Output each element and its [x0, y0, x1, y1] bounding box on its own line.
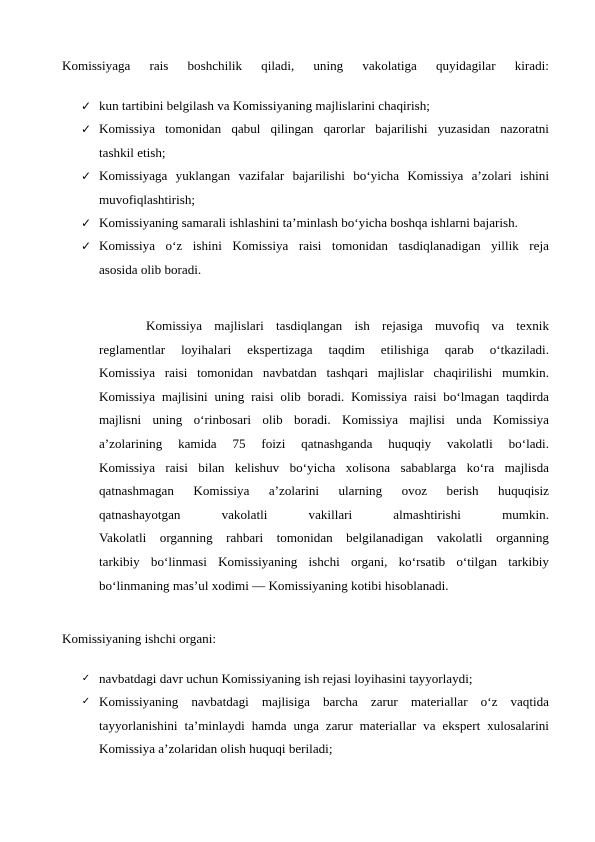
list-item-text: Komissiya tomonidan qabul qilingan qarorlar bajarilishi yuzasidan nazoratni	[99, 121, 549, 136]
checkmark-icon: ✓	[80, 216, 92, 230]
paragraph-line: Komissiya raisi tomonidan navbatdan tashqari majlislar chaqirilishi mumkin.	[99, 365, 549, 380]
paragraph-line: Komissiya majlislari tasdiqlangan ish rejasiga muvofiq va texnik	[146, 318, 549, 333]
paragraph-line: Vakolatli organning rahbari tomonidan belgilanadigan vakolatli organning	[99, 530, 549, 545]
list-item-text: navbatdagi davr uchun Komissiyaning ish rejasi loyihasini tayyorlaydi;	[99, 671, 473, 686]
paragraph-line: majlisni uning o‘rinbosari olib boradi. Komissiya majlisi unda Komissiya	[99, 412, 549, 427]
checkmark-icon: ✓	[80, 122, 92, 136]
paragraph-line: reglamentlar loyihalari ekspertizaga taqdim etilishiga qarab o‘tkaziladi.	[99, 342, 549, 357]
list-item-text: muvofiqlashtirish;	[99, 192, 196, 207]
checkmark-icon: ✓	[80, 239, 92, 253]
checkmark-icon: ✓	[81, 673, 91, 684]
list-item-text: kun tartibini belgilash va Komissiyaning majlislarini chaqirish;	[99, 98, 430, 113]
list-item-text: tayyorlanishini ta’minlaydi hamda unga zarur materiallar va ekspert xulosalarini	[99, 718, 549, 733]
paragraph-line: Komissiya raisi bilan kelishuv bo‘yicha xolisona sabablarga ko‘ra majlisda	[99, 460, 549, 475]
list-item-text: tashkil etish;	[99, 145, 166, 160]
section-heading: Komissiyaning ishchi organi:	[62, 631, 216, 646]
paragraph-line: qatnashmagan Komissiya a’zolarini ularning ovoz berish huquqisiz	[99, 483, 549, 498]
paragraph-line: qatnashayotgan vakolatli vakillari almashtirishi mumkin.	[99, 507, 549, 522]
list-item-text: Komissiyaga yuklangan vazifalar bajarilishi bo‘yicha Komissiya a’zolari ishini	[99, 168, 549, 183]
paragraph-line: bo‘linmaning mas’ul xodimi — Komissiyaning kotibi hisoblanadi.	[99, 578, 449, 593]
paragraph-line: a’zolarining kamida 75 foizi qatnashganda huquqiy vakolatli bo‘ladi.	[99, 436, 549, 451]
list-item-text: Komissiya a’zolaridan olish huquqi beriladi;	[99, 741, 333, 756]
checkmark-icon: ✓	[80, 99, 92, 113]
list-item-text: Komissiyaning navbatdagi majlisiga barcha zarur materiallar o‘z vaqtida	[99, 694, 549, 709]
paragraph-line: tarkibiy bo‘linmasi Komissiyaning ishchi organi, ko‘rsatib o‘tilgan tarkibiy	[99, 554, 549, 569]
checkmark-icon: ✓	[80, 169, 92, 183]
list-item-text: Komissiyaning samarali ishlashini ta’minlash bo‘yicha boshqa ishlarni bajarish.	[99, 215, 518, 230]
list-item-text: Komissiya o‘z ishini Komissiya raisi tomonidan tasdiqlanadigan yillik reja	[99, 238, 549, 253]
intro-line: Komissiyaga rais boshchilik qiladi, uning vakolatiga quyidagilar kiradi:	[62, 58, 549, 73]
checkmark-icon: ✓	[81, 696, 91, 707]
list-item-text: asosida olib boradi.	[99, 262, 202, 277]
paragraph-line: Komissiya majlisini uning raisi olib boradi. Komissiya raisi bo‘lmagan taqdirda	[99, 389, 549, 404]
